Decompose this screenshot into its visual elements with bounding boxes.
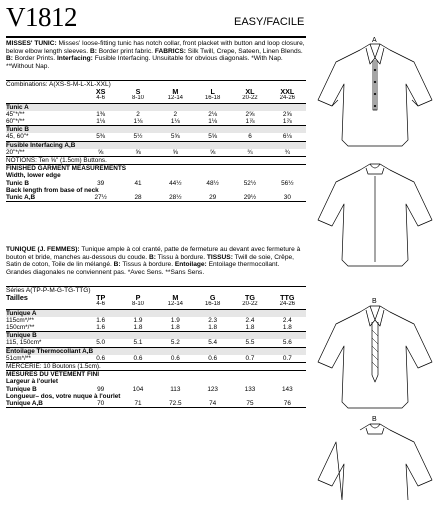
row-label: 20"*/** xyxy=(6,149,82,157)
table-cell: 1.8 xyxy=(133,324,143,332)
table-cell: M xyxy=(172,294,179,302)
tunic-b-back-sketch xyxy=(318,424,432,500)
table-cell: 2⅝ xyxy=(245,110,255,118)
table-cell: 104 xyxy=(132,385,144,393)
table-cell: 2.4 xyxy=(245,316,255,324)
measurement-row xyxy=(6,180,306,187)
table-cell: 1.6 xyxy=(96,316,106,324)
table-cell: 133 xyxy=(244,385,256,393)
table-cell: 41 xyxy=(134,179,142,187)
row-label xyxy=(6,301,82,309)
table-cell: 28 xyxy=(119,194,156,202)
size-header-row xyxy=(6,294,306,301)
combinations-row-text: Combinations: A(XS-S-M-L-XL-XXL) xyxy=(6,81,306,89)
table-cell: 2.3 xyxy=(208,316,218,324)
english-description: MISSES' TUNIC: Misses' loose-fitting tunic has notch collar, front placket with button and loop closure, below elbow length sleeves. B: Border print fabric. FABRICS: Silk Twill, Crepe, Sateen, Linen Blends. B: Border Prints. Interfacing: Fusible Interfacing. Unsuitable for obvious diagonals. *With Nap. **Without Nap. xyxy=(6,40,305,70)
table-cell: 1⅛ xyxy=(208,118,218,126)
view-b-label: B xyxy=(372,298,377,305)
table-cell: 1.9 xyxy=(133,316,143,324)
measurements-title-text: FINISHED GARMENT MEASUREMENTS xyxy=(6,165,127,173)
table-cell: 29½ xyxy=(231,194,268,202)
pattern-number: V1812 xyxy=(6,2,77,32)
measurement-label-text: Back length from base of neck xyxy=(6,186,99,194)
table-cell: ⅝ xyxy=(157,149,194,157)
measurement-row xyxy=(6,386,306,393)
table-cell: 2.4 xyxy=(282,316,292,324)
table-cell: 44½ xyxy=(169,179,182,187)
table-cell: 8-10 xyxy=(119,95,156,103)
measurement-label xyxy=(6,172,306,179)
table-cell: 56½ xyxy=(281,179,294,187)
table-cell: 24-26 xyxy=(269,95,306,103)
yardage-row xyxy=(6,355,306,363)
section-label-text: Fusible Interfacing A,B xyxy=(6,141,306,149)
table-cell: 1⅛ xyxy=(170,118,180,126)
row-label: 115cm*/** xyxy=(6,316,34,324)
table-cell: 5.0 xyxy=(96,339,106,347)
table-cell: XXL xyxy=(280,88,295,96)
table-cell: ⅝ xyxy=(119,149,156,157)
view-a-label: A xyxy=(372,37,377,44)
table-cell: 5.6 xyxy=(282,339,292,347)
row-label: Tunic B xyxy=(6,179,29,187)
table-cell: 0.7 xyxy=(269,355,306,363)
table-cell: 72.5 xyxy=(157,400,194,408)
row-label: Tailles xyxy=(6,294,28,302)
measurement-label xyxy=(6,378,306,385)
series-row xyxy=(6,287,306,295)
table-cell: 0.6 xyxy=(194,355,231,363)
table-cell: L xyxy=(210,88,215,96)
section-label xyxy=(6,141,306,149)
table-cell: 16-18 xyxy=(194,301,231,309)
table-cell: 1.6 xyxy=(96,324,106,332)
notions-row xyxy=(6,157,306,165)
table-cell: 4-6 xyxy=(82,301,119,309)
table-cell: 1⅛ xyxy=(133,118,143,126)
table-cell: 2 xyxy=(136,110,140,118)
table-cell: 20-22 xyxy=(231,95,268,103)
table-cell: TG xyxy=(244,294,255,302)
garment-illustrations xyxy=(310,30,440,500)
table-cell: 0.7 xyxy=(231,355,268,363)
measurements-title xyxy=(6,165,306,173)
table-cell: 28½ xyxy=(157,194,194,202)
row-label: 150cm*/** xyxy=(6,324,35,332)
french-yardage-table xyxy=(6,286,306,408)
table-cell: TP xyxy=(96,294,106,302)
yardage-row xyxy=(6,324,306,332)
section-label-text: Entoilage Thermocollant A,B xyxy=(6,347,306,355)
table-cell: ¾ xyxy=(231,149,268,157)
table-cell: 48½ xyxy=(206,179,219,187)
table-cell: 2⅛ xyxy=(208,110,218,118)
table-cell: 1⅜ xyxy=(96,110,106,118)
measurement-label-text: Largeur à l'ourlet xyxy=(6,378,58,386)
english-yardage-table xyxy=(6,80,306,202)
section-label xyxy=(6,309,306,317)
table-cell: ⅝ xyxy=(82,149,119,157)
table-cell: 74 xyxy=(194,400,231,408)
table-cell: 143 xyxy=(281,385,293,393)
size-range-row xyxy=(6,95,306,103)
table-cell: 5.5 xyxy=(245,339,255,347)
mesures-title-text: MESURES DU VÊTEMENT FINI xyxy=(6,371,100,379)
table-cell: 24-26 xyxy=(269,301,306,309)
measurement-label xyxy=(6,187,306,194)
measurement-label-text: Longueur– dos, votre nuque à l'ourlet xyxy=(6,392,121,400)
table-cell: 8-10 xyxy=(119,301,156,309)
row-label xyxy=(6,88,82,95)
table-cell: XL xyxy=(245,88,255,96)
yardage-row xyxy=(6,339,306,347)
section-label xyxy=(6,347,306,355)
table-cell: 76 xyxy=(269,400,306,408)
section-label-text: Tunic B xyxy=(6,126,306,134)
table-cell: 12-14 xyxy=(157,95,194,103)
size-header-row xyxy=(6,88,306,95)
table-cell: 0.6 xyxy=(157,355,194,363)
table-cell: 16-18 xyxy=(194,95,231,103)
mercerie-row xyxy=(6,363,306,371)
table-cell: 2 xyxy=(173,110,178,118)
table-cell: 1⅛ xyxy=(96,118,106,126)
section-label xyxy=(6,332,306,340)
table-cell: 1.8 xyxy=(282,324,292,332)
table-cell: XS xyxy=(95,88,106,96)
table-cell: 30 xyxy=(269,194,306,202)
table-cell: 5.4 xyxy=(208,339,218,347)
row-label: 51cm*/** xyxy=(6,355,82,363)
table-cell: ¾ xyxy=(269,149,306,157)
table-cell: 1⅞ xyxy=(245,118,255,126)
row-label: Tunique B xyxy=(6,385,37,393)
table-cell: 39 xyxy=(97,179,105,187)
table-cell: 6⅛ xyxy=(282,133,292,141)
measurement-label-text: Width, lower edge xyxy=(6,172,61,180)
table-cell: ⅝ xyxy=(194,149,231,157)
table-cell: S xyxy=(135,88,141,96)
table-cell: 99 xyxy=(97,385,105,393)
mesures-title xyxy=(6,371,306,379)
yardage-row xyxy=(6,111,306,118)
table-cell: TTG xyxy=(280,294,295,302)
measurement-label xyxy=(6,393,306,400)
table-cell: 29 xyxy=(194,194,231,202)
table-cell: 71 xyxy=(119,400,156,408)
yardage-row xyxy=(6,149,306,157)
yardage-row xyxy=(6,118,306,126)
measurement-row xyxy=(6,400,306,408)
tunic-b-front-sketch xyxy=(318,306,432,408)
section-label xyxy=(6,103,306,111)
table-cell: 52½ xyxy=(243,179,257,187)
section-label-text: Tunique B xyxy=(6,332,306,340)
table-cell: 113 xyxy=(170,385,181,393)
table-cell: 5.1 xyxy=(133,339,143,347)
french-description: TUNIQUE (J. FEMMES): Tunique ample à col cranté, patte de fermeture au devant avec fermeture à bouton et bride, manches au-dessous du coude. B: Tissu à bordure. TISSUS: Twill de soie, Crêpe, Satin de coton, Toile de lin mélangé. B: Tissus à bordure. Entoilage: Entoilage thermocollant. Grandes diagonales ne conviennent pas. *Avec Sens. **Sans Sens. xyxy=(6,246,301,276)
table-cell: 0.6 xyxy=(82,355,119,363)
table-cell: 70 xyxy=(82,400,119,408)
table-cell: P xyxy=(135,294,141,302)
yardage-row xyxy=(6,317,306,324)
table-cell: 2⅝ xyxy=(282,110,292,118)
notions-row-text: NOTIONS: Ten ⅝" (1.5cm) Buttons. xyxy=(6,157,306,165)
row-label: Tunic A,B xyxy=(6,194,82,202)
table-cell: 5½ xyxy=(133,133,143,141)
table-cell: 1.8 xyxy=(245,324,255,332)
row-label: 45, 60"* xyxy=(6,133,29,141)
table-cell: 75 xyxy=(231,400,268,408)
tunic-a-front-sketch xyxy=(318,44,432,146)
section-label-text: Tunic A xyxy=(6,103,306,111)
table-cell: 1.9 xyxy=(170,316,180,324)
divider xyxy=(6,36,306,38)
table-cell: 12-14 xyxy=(157,301,194,309)
table-cell: 4-6 xyxy=(82,95,119,103)
table-cell: 5⅝ xyxy=(208,133,218,141)
yardage-row xyxy=(6,133,306,141)
table-cell: 5.2 xyxy=(170,339,180,347)
row-label: 60"*/** xyxy=(6,118,25,126)
table-cell: 123 xyxy=(207,385,218,393)
row-label: 115, 150cm* xyxy=(6,339,42,347)
size-range-row xyxy=(6,301,306,309)
table-cell: 27½ xyxy=(82,194,119,202)
table-cell: 0.6 xyxy=(119,355,156,363)
table-cell: 5⅝ xyxy=(170,133,180,141)
tunic-sketches xyxy=(310,30,440,500)
table-cell: G xyxy=(209,294,216,302)
measurement-row xyxy=(6,194,306,202)
view-b-back-label: B xyxy=(372,416,377,423)
table-cell: 1⅞ xyxy=(282,118,292,126)
table-cell: 6 xyxy=(248,133,252,141)
section-label-text: Tunique A xyxy=(6,309,306,317)
tunic-a-back-sketch xyxy=(318,164,432,266)
table-cell: 1.8 xyxy=(170,324,180,332)
table-cell: 20-22 xyxy=(231,301,268,309)
table-cell: 5⅜ xyxy=(96,133,106,141)
row-label: Tunique A,B xyxy=(6,400,82,408)
row-label xyxy=(6,95,82,103)
mercerie-row-text: MERCERIE: 10 Boutons (1.5cm). xyxy=(6,363,306,371)
table-cell: M xyxy=(172,88,179,96)
difficulty-label: EASY/FACILE xyxy=(234,16,305,28)
series-row-text: Séries A(TP-P-M-G-TG-TTG) xyxy=(6,287,306,295)
table-cell: 1.8 xyxy=(208,324,218,332)
section-label xyxy=(6,126,306,134)
row-label: 45"*/** xyxy=(6,110,25,118)
combinations-row xyxy=(6,81,306,89)
